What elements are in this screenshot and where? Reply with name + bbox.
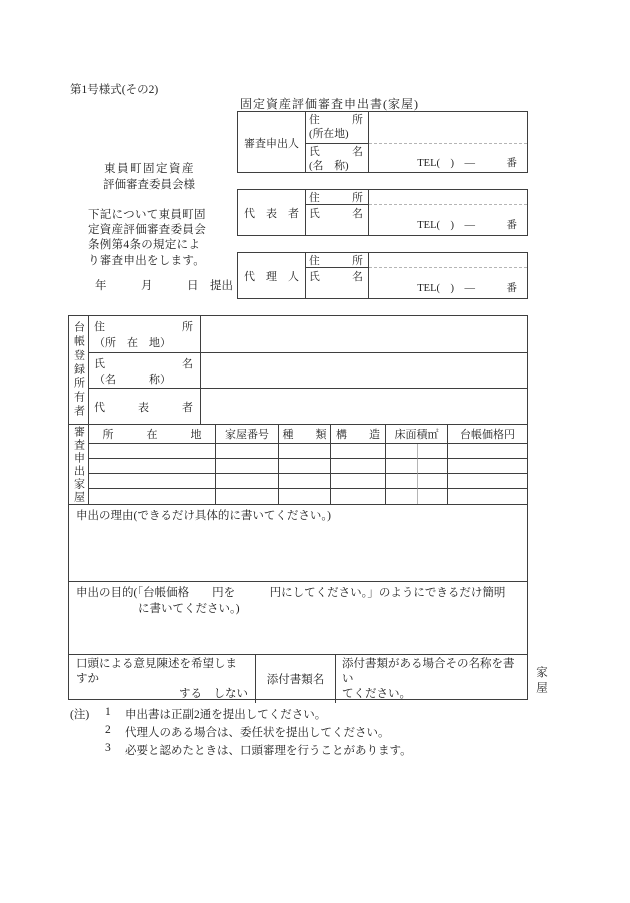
col-header-kind: 種 類 <box>279 425 331 444</box>
oral-statement-cell <box>69 655 256 703</box>
note-text: 代理人のある場合は、委任状を提出してください。 <box>125 727 390 739</box>
property-empty-cell <box>331 444 386 459</box>
owner-name-label <box>89 353 201 389</box>
note-marker <box>70 742 105 758</box>
applicant-address-label <box>306 112 369 144</box>
applicant-row-label: 審査申出人 <box>238 112 306 173</box>
declaration-line: り審査申出をします。 <box>88 254 206 267</box>
agent-name-label: 氏 名 <box>306 268 369 298</box>
agent-tel-cell <box>369 268 527 298</box>
note-row <box>70 742 412 758</box>
bottom-row-section <box>69 654 527 699</box>
form-id: 第1号様式(その2) <box>70 84 159 96</box>
purpose-line: に書いてください。) <box>138 602 240 615</box>
oral-statement-line: すか <box>76 672 99 685</box>
property-empty-cell <box>386 489 418 504</box>
attachment-note-line: 添付書類がある場合その名称を書い <box>342 658 515 685</box>
declaration-line: 条例第4条の規定によ <box>88 239 201 252</box>
note-row <box>70 724 390 740</box>
owner-address-value-cell <box>201 316 527 353</box>
agent-address-value-cell <box>369 253 527 268</box>
purpose-section <box>69 581 527 654</box>
label-line: 住 所 <box>309 114 363 126</box>
tel-label: TEL( ) ― 番 <box>417 220 517 231</box>
tel-label: TEL( ) ― 番 <box>417 283 517 294</box>
note-number: 3 <box>105 742 111 754</box>
main-table <box>68 315 528 700</box>
representative-name-label: 氏 名 <box>306 205 369 235</box>
label-line: (名 称) <box>309 160 349 173</box>
declaration-line: 下記について東員町固 <box>88 209 206 221</box>
owner-representative-value-cell <box>201 389 527 424</box>
side-label-house: 家屋 <box>535 666 547 697</box>
property-empty-cell <box>279 474 331 489</box>
col-header-location: 所 在 地 <box>89 425 216 444</box>
label-line: 住 所 <box>94 321 193 333</box>
property-empty-cell <box>386 444 418 459</box>
declaration-text <box>88 208 206 269</box>
owner-address-label <box>89 316 201 353</box>
addressee-line2: 評価審査委員会様 <box>103 179 195 191</box>
label-line: （所 在 地） <box>94 337 171 349</box>
applicant-tel-cell <box>369 144 527 173</box>
owner-name-value-cell <box>201 353 527 389</box>
declaration-line: 定資産評価審査委員会 <box>88 224 206 237</box>
property-empty-cell <box>89 489 216 504</box>
owner-representative-label: 代 表 者 <box>89 389 201 424</box>
property-empty-cell <box>216 489 279 504</box>
property-empty-cell <box>418 474 448 489</box>
property-empty-cell <box>216 444 279 459</box>
col-header-registered-price: 台帳価格円 <box>448 425 527 444</box>
property-empty-cell <box>418 489 448 504</box>
note-row <box>70 706 326 722</box>
reason-label: 申出の理由(できるだけ具体的に書いてください。) <box>76 510 331 522</box>
addressee-line1: 東員町固定資産 <box>104 163 195 175</box>
oral-options: する しない <box>179 687 248 700</box>
property-empty-cell <box>418 444 448 459</box>
property-empty-cell <box>448 474 527 489</box>
representative-address-label: 住 所 <box>306 190 369 205</box>
oral-statement-line: 口頭による意見陳述を希望しま <box>76 658 237 670</box>
representative-row-label: 代 表 者 <box>238 190 306 235</box>
note-text: 申出書は正副2通を提出してください。 <box>125 709 327 721</box>
property-empty-cell <box>89 444 216 459</box>
registered-owner-section <box>69 316 527 424</box>
property-empty-cell <box>279 444 331 459</box>
property-section <box>69 424 527 504</box>
property-empty-cell <box>331 459 386 474</box>
attachment-note-cell <box>336 655 527 703</box>
col-header-structure: 構 造 <box>331 425 386 444</box>
col-header-house-number: 家屋番号 <box>216 425 279 444</box>
note-marker <box>70 724 105 740</box>
property-empty-cell <box>279 459 331 474</box>
registered-owner-vertical-label: 台帳登録所有者 <box>69 316 89 424</box>
label-line: 氏 名 <box>309 146 363 158</box>
property-empty-cell <box>386 474 418 489</box>
purpose-line: 申出の目的(「台帳価格 円を 円にしてください。」のようにできるだけ簡明 <box>76 587 506 599</box>
property-empty-cell <box>331 489 386 504</box>
property-empty-cell <box>331 474 386 489</box>
property-empty-cell <box>448 459 527 474</box>
tel-label: TEL( ) ― 番 <box>417 158 517 170</box>
attachment-label: 添付書類名 <box>256 655 336 703</box>
property-empty-cell <box>89 474 216 489</box>
property-empty-cell <box>216 474 279 489</box>
representative-tel-cell <box>369 205 527 235</box>
label-line: （名 称） <box>94 374 171 386</box>
property-empty-cell <box>448 444 527 459</box>
property-empty-cell <box>448 489 527 504</box>
property-empty-cell <box>279 489 331 504</box>
representative-table <box>237 189 528 236</box>
note-number: 2 <box>105 724 111 736</box>
page-title: 固定資産評価審査申出書(家屋) <box>240 97 419 111</box>
reason-section <box>69 504 527 581</box>
property-empty-cell <box>216 459 279 474</box>
attachment-note-line: てください。 <box>342 688 411 700</box>
applicant-table <box>237 111 528 173</box>
col-header-floor-area: 床面積㎡ <box>386 425 448 444</box>
agent-table <box>237 252 528 299</box>
note-text: 必要と認めたときは、口頭審理を行うことがあります。 <box>125 745 412 757</box>
agent-row-label: 代 理 人 <box>238 253 306 298</box>
property-empty-cell <box>418 459 448 474</box>
applicant-name-label <box>306 144 369 173</box>
property-empty-cell <box>89 459 216 474</box>
note-number: 1 <box>105 706 111 718</box>
property-empty-cell <box>386 459 418 474</box>
note-marker: (注) <box>70 709 90 721</box>
property-vertical-label: 審査申出家屋 <box>69 425 89 504</box>
agent-address-label: 住 所 <box>306 253 369 268</box>
applicant-address-value-cell <box>369 112 527 144</box>
representative-address-value-cell <box>369 190 527 205</box>
label-line: (所在地) <box>309 128 349 141</box>
label-line: 氏 名 <box>94 358 193 370</box>
submission-date-line: 年 月 日 提出 <box>95 280 233 292</box>
